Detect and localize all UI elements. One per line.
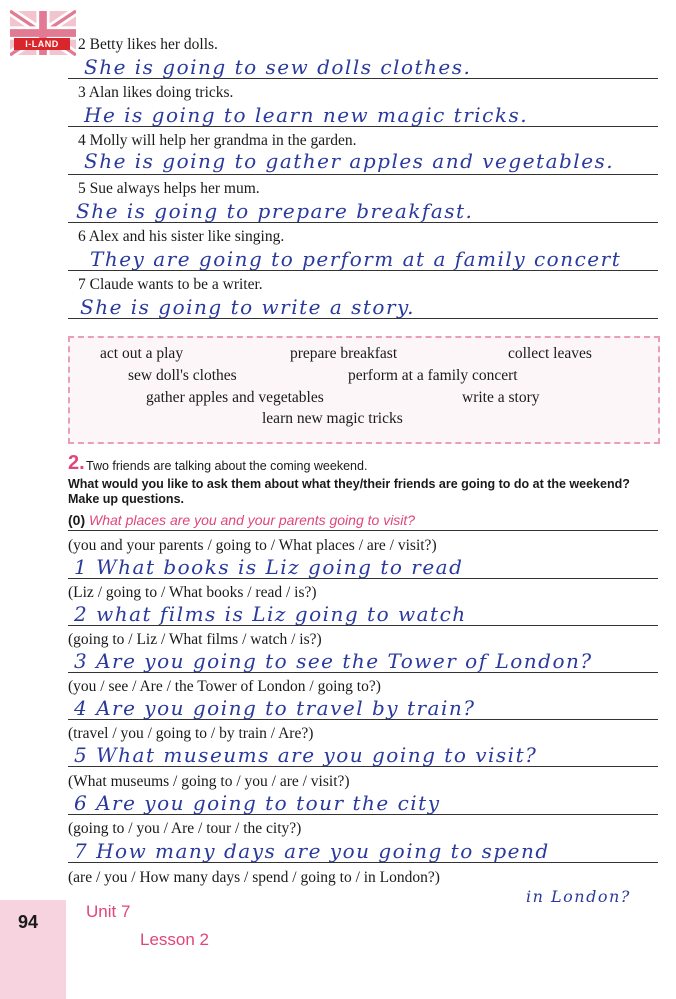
ex2-prompt: (What museums / going to / you / are / visit?) (68, 773, 350, 790)
ex2-prompt: (you / see / Are / the Tower of London / going to?) (68, 678, 381, 695)
answer-line (68, 672, 658, 673)
answer-line (68, 222, 658, 223)
page-number: 94 (18, 912, 39, 932)
phrase: gather apples and vegetables (146, 389, 324, 406)
ex1-answer-6: They are going to perform at a family concert (90, 247, 622, 271)
ex2-prompt: (going to / Liz / What films / watch / is?) (68, 631, 322, 648)
ex1-answer-7: She is going to write a story. (80, 295, 415, 319)
exercise-intro: Two friends are talking about the coming weekend. (86, 459, 368, 473)
badge-label: I-LAND (14, 38, 70, 50)
lesson-label: Lesson 2 (140, 930, 209, 949)
ex1-prompt-5: 5 Sue always helps her mum. (78, 180, 260, 197)
ex1-answer-2: She is going to sew dolls clothes. (84, 55, 472, 79)
ex2-answer-4: 4 Are you going to travel by train? (74, 696, 476, 720)
phrase: prepare breakfast (290, 345, 398, 362)
answer-line (68, 78, 658, 79)
example-question: What places are you and your parents going to visit? (89, 512, 416, 528)
ex2-answer-5: 5 What museums are you going to visit? (74, 743, 538, 767)
ex2-prompt: (going to / you / Are / tour / the city?) (68, 820, 302, 837)
example-number: (0) (68, 512, 86, 528)
answer-line (68, 530, 658, 531)
phrase: act out a play (100, 345, 184, 362)
ex1-prompt-7: 7 Claude wants to be a writer. (78, 276, 263, 293)
ex2-prompt: (Liz / going to / What books / read / is?) (68, 584, 317, 601)
ex1-answer-4: She is going to gather apples and vegetables. (84, 149, 615, 173)
ex1-prompt-3: 3 Alan likes doing tricks. (78, 84, 234, 101)
answer-line (68, 126, 658, 127)
ex2-prompt: (travel / you / going to / by train / Are?) (68, 725, 314, 742)
phrase: perform at a family concert (348, 367, 518, 384)
phrase: sew doll's clothes (128, 367, 237, 384)
phrase: write a story (462, 389, 540, 406)
answer-line (68, 174, 658, 175)
exercise-number: 2. (68, 452, 85, 474)
answer-line (68, 862, 658, 863)
answer-line (68, 766, 658, 767)
example-line (68, 512, 415, 528)
ex1-answer-3: He is going to learn new magic tricks. (84, 103, 529, 127)
answer-line (68, 270, 658, 271)
answer-line (68, 318, 658, 319)
ex2-answer-6: 6 Are you going to tour the city (74, 791, 441, 815)
ex2-answer-2: 2 what films is Liz going to watch (74, 602, 467, 626)
ex2-answer-1: 1 What books is Liz going to read (74, 555, 464, 579)
phrase: collect leaves (508, 345, 592, 362)
ex1-prompt-4: 4 Molly will help her grandma in the garden. (78, 132, 357, 149)
ex1-prompt-2: 2 Betty likes her dolls. (78, 36, 218, 53)
ex2-prompt: (are / you / How many days / spend / going to / in London?) (68, 869, 440, 886)
ex2-prompt: (you and your parents / going to / What places / are / visit?) (68, 537, 437, 554)
ex1-answer-5: She is going to prepare breakfast. (76, 199, 474, 223)
answer-line (68, 625, 658, 626)
ex1-prompt-6: 6 Alex and his sister like singing. (78, 228, 285, 245)
ex2-answer-3: 3 Are you going to see the Tower of London? (74, 649, 593, 673)
phrase: learn new magic tricks (262, 410, 403, 427)
answer-line (68, 719, 658, 720)
ex2-answer-7: 7 How many days are you going to spend (74, 839, 550, 863)
answer-line (68, 814, 658, 815)
answer-line (68, 578, 658, 579)
unit-label: Unit 7 (86, 902, 131, 921)
exercise-task: What would you like to ask them about what they/their friends are going to do at the weekend? Make up questions. (68, 477, 630, 506)
ex2-answer-7-continued: in London? (526, 887, 631, 906)
